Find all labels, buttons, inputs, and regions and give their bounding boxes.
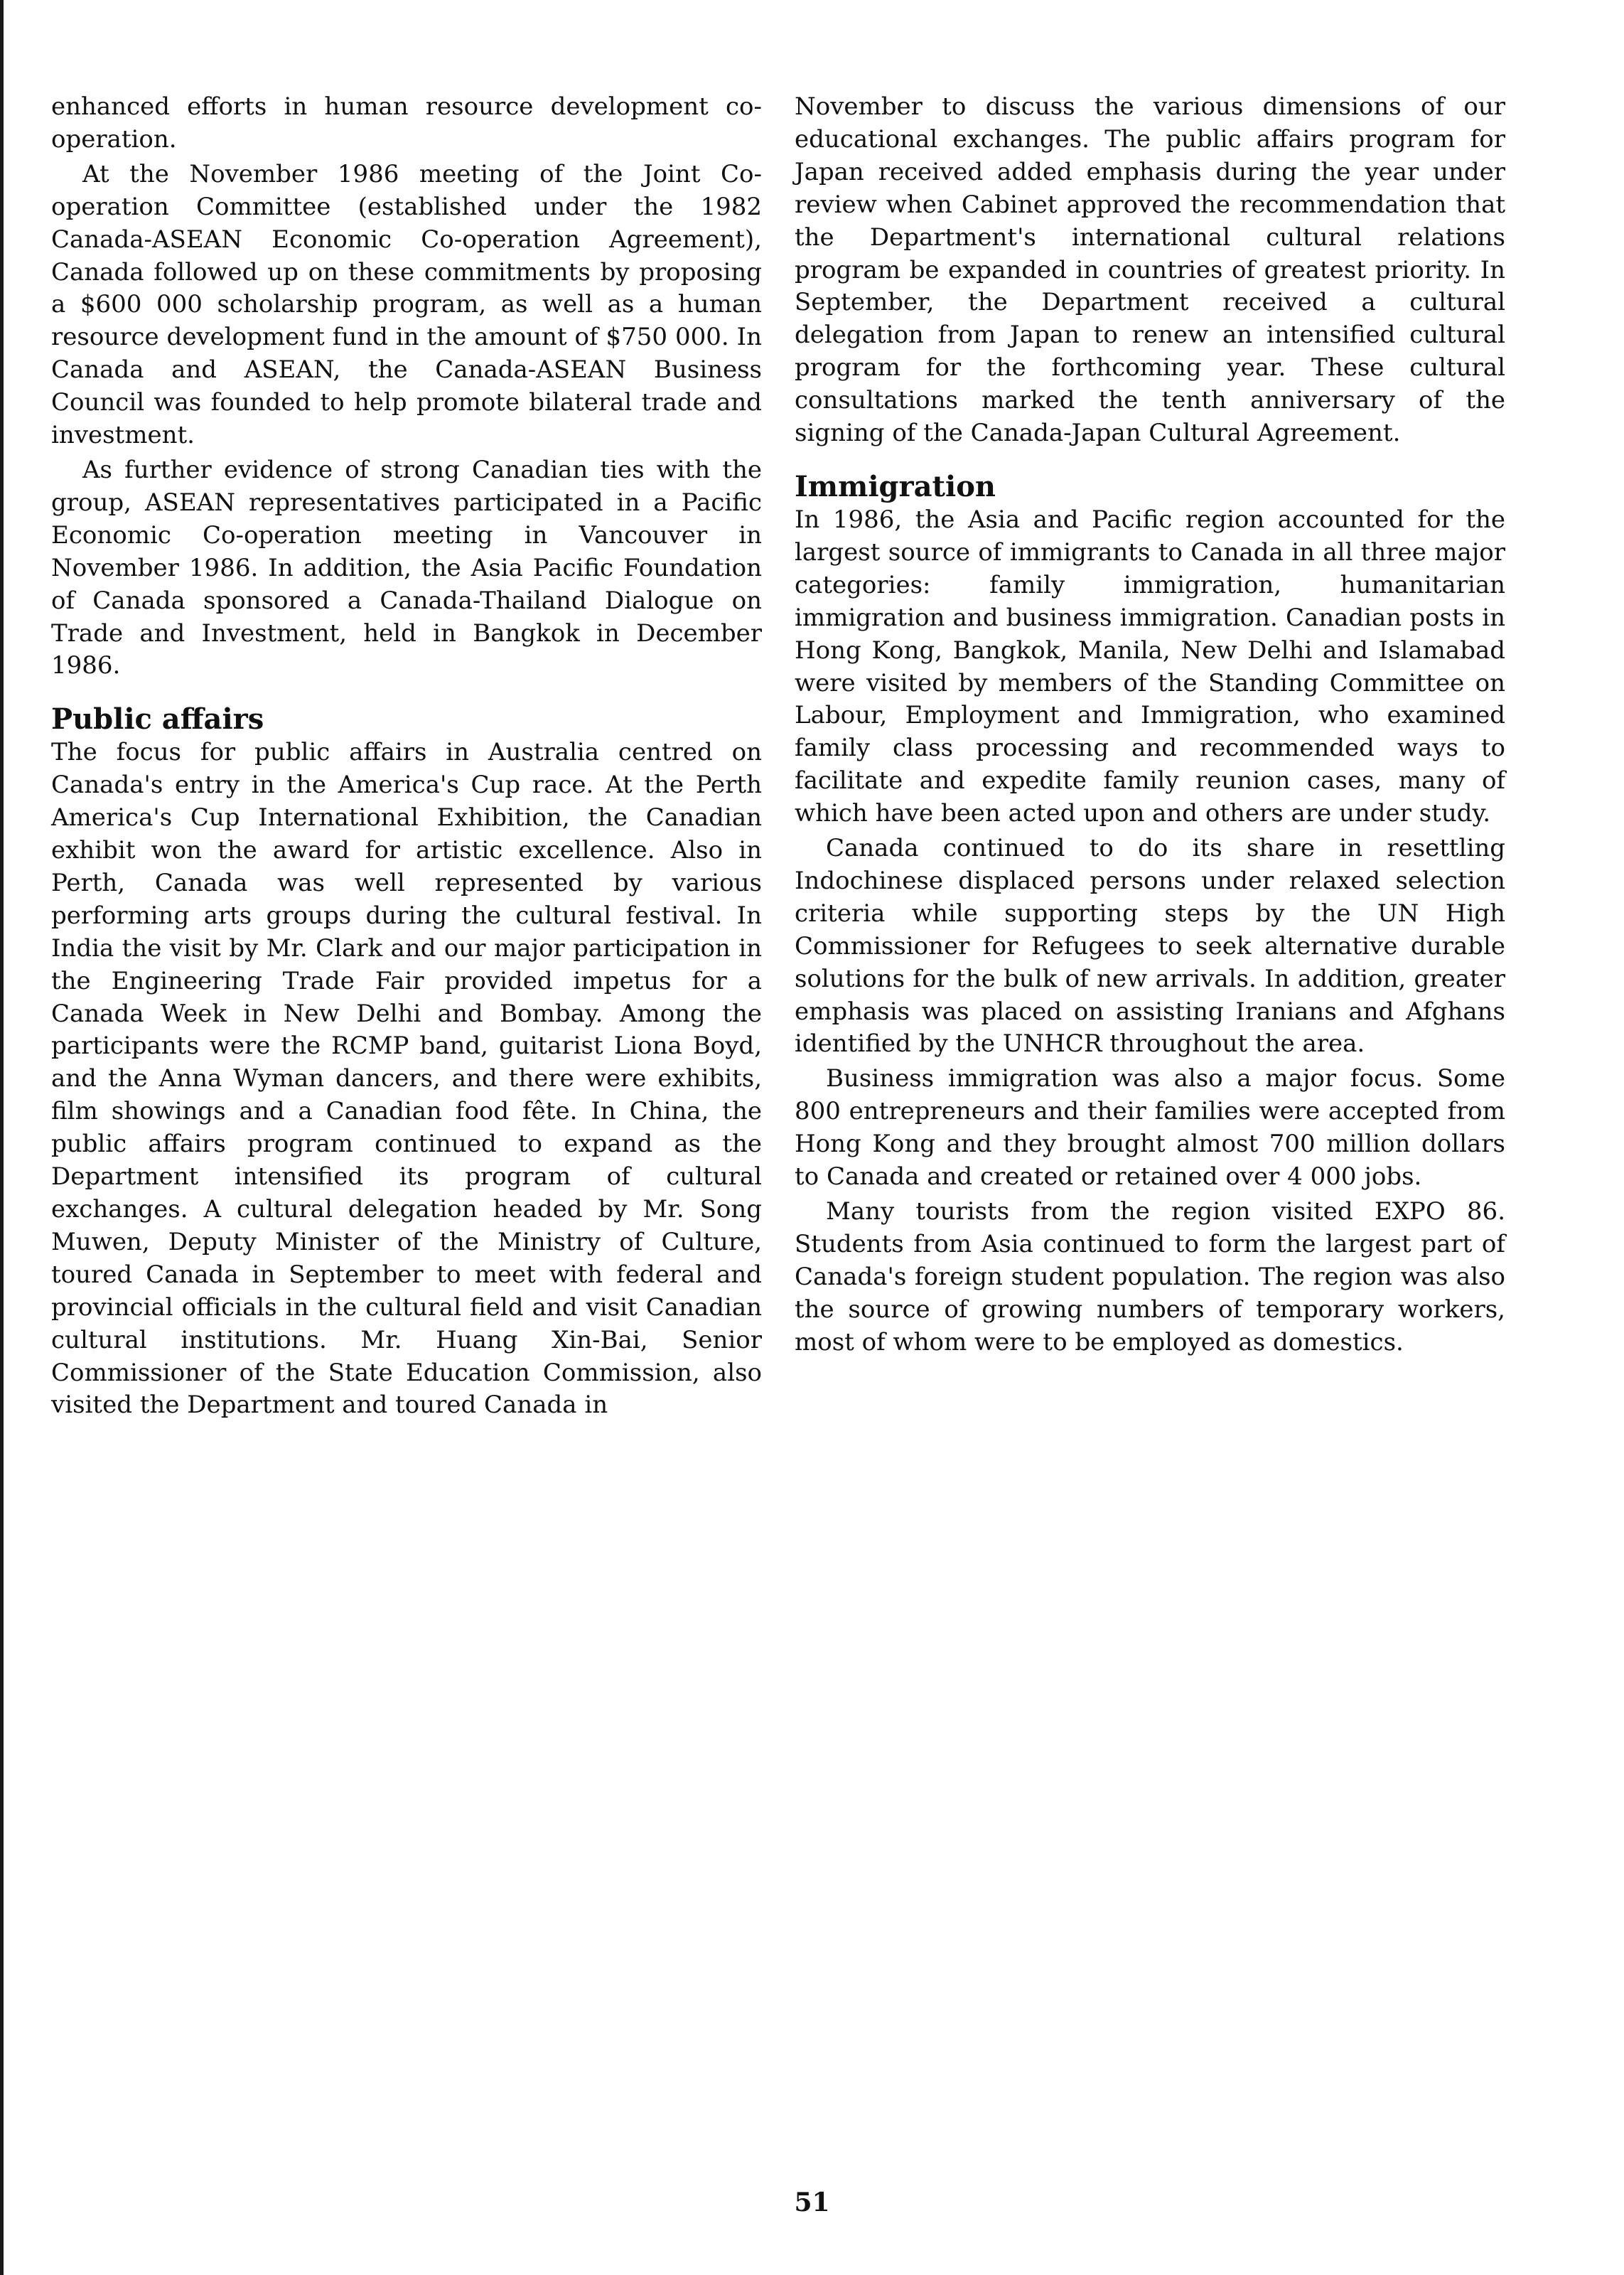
right-paragraph-1: November to discuss the various dimensions of our educational exchanges. The public affairs program for Japan received added emphasis during the year under review when Cabinet approved the recommendation that the Department's international cultural relations program be expanded in countries of greatest priority. In September, the Department received a cultural delegation from Japan to renew an intensified cultural program for the forthcoming year. These cultural consultations marked the tenth anniversary of the signing of the Canada-Japan Cultural Agreement. [795, 92, 1505, 448]
left-paragraph-1: enhanced efforts in human resource development co-operation. [51, 92, 762, 154]
left-paragraph-4: The focus for public affairs in Australia centred on Canada's entry in the America's Cup race. At the Perth America's Cup International Exhibition, the Canadian exhibit won the award for artistic excellence. Also in Perth, Canada was well represented by various performing arts groups during the cultural festival. In India the visit by Mr. Clark and our major participation in the Engineering Trade Fair provided impetus for a Canada Week in New Delhi and Bombay. Among the participants were the RCMP band, guitarist Liona Boyd, and the Anna Wyman dancers, and there were exhibits, film showings and a Canadian food fête. In China, the public affairs program continued to expand as the Department intensified its program of cultural exchanges. A cultural delegation headed by Mr. Song Muwen, Deputy Minister of the Ministry of Culture, toured Canada in September to meet with federal and provincial officials in the cultural field and visit Canadian cultural institutions. Mr. Huang Xin-Bai, Senior Commissioner of the State Education Commission, also visited the Department and toured Canada in [51, 738, 762, 1420]
right-column [795, 91, 1505, 1361]
heading-immigration: Immigration [795, 469, 996, 503]
right-paragraph-4: Business immigration was also a major focus. Some 800 entrepreneurs and their families were accepted from Hong Kong and they brought almost 700 million dollars to Canada and created or retained over 4 000 jobs. [795, 1064, 1505, 1192]
left-paragraph-2: At the November 1986 meeting of the Joint Co-operation Committee (established under the 1982 Canada-ASEAN Economic Co-operation Agreement), Canada followed up on these commitments by proposing a $600 000 scholarship program, as well as a human resource development fund in the amount of $750 000. In Canada and ASEAN, the Canada-ASEAN Business Council was founded to help promote bilateral trade and investment. [51, 159, 762, 450]
left-paragraph-3: As further evidence of strong Canadian ties with the group, ASEAN representatives participated in a Pacific Economic Co-operation meeting in Vancouver in November 1986. In addition, the Asia Pacific Foundation of Canada sponsored a Canada-Thailand Dialogue on Trade and Investment, held in Bangkok in December 1986. [51, 455, 762, 680]
left-column [51, 91, 762, 1424]
right-paragraph-5: Many tourists from the region visited EXPO 86. Students from Asia continued to form the largest part of Canada's foreign student population. The region was also the source of growing numbers of temporary workers, most of whom were to be employed as domestics. [795, 1197, 1505, 1356]
page-number: 51 [794, 2188, 830, 2217]
right-paragraph-2: In 1986, the Asia and Pacific region accounted for the largest source of immigrants to Canada in all three major categories: family immigration, humanitarian immigration and business immigration. Canadian posts in Hong Kong, Bangkok, Manila, New Delhi and Islamabad were visited by members of the Standing Committee on Labour, Employment and Immigration, who examined family class processing and recommended ways to facilitate and expedite family reunion cases, many of which have been acted upon and others are under study. [795, 505, 1505, 828]
heading-public-affairs: Public affairs [51, 702, 264, 737]
right-paragraph-3: Canada continued to do its share in resettling Indochinese displaced persons under relaxed selection criteria while supporting steps by the UN High Commissioner for Refugees to seek alternative durable solutions for the bulk of new arrivals. In addition, greater emphasis was placed on assisting Iranians and Afghans identified by the UNHCR throughout the area. [795, 834, 1505, 1059]
scan-edge [0, 0, 4, 2275]
